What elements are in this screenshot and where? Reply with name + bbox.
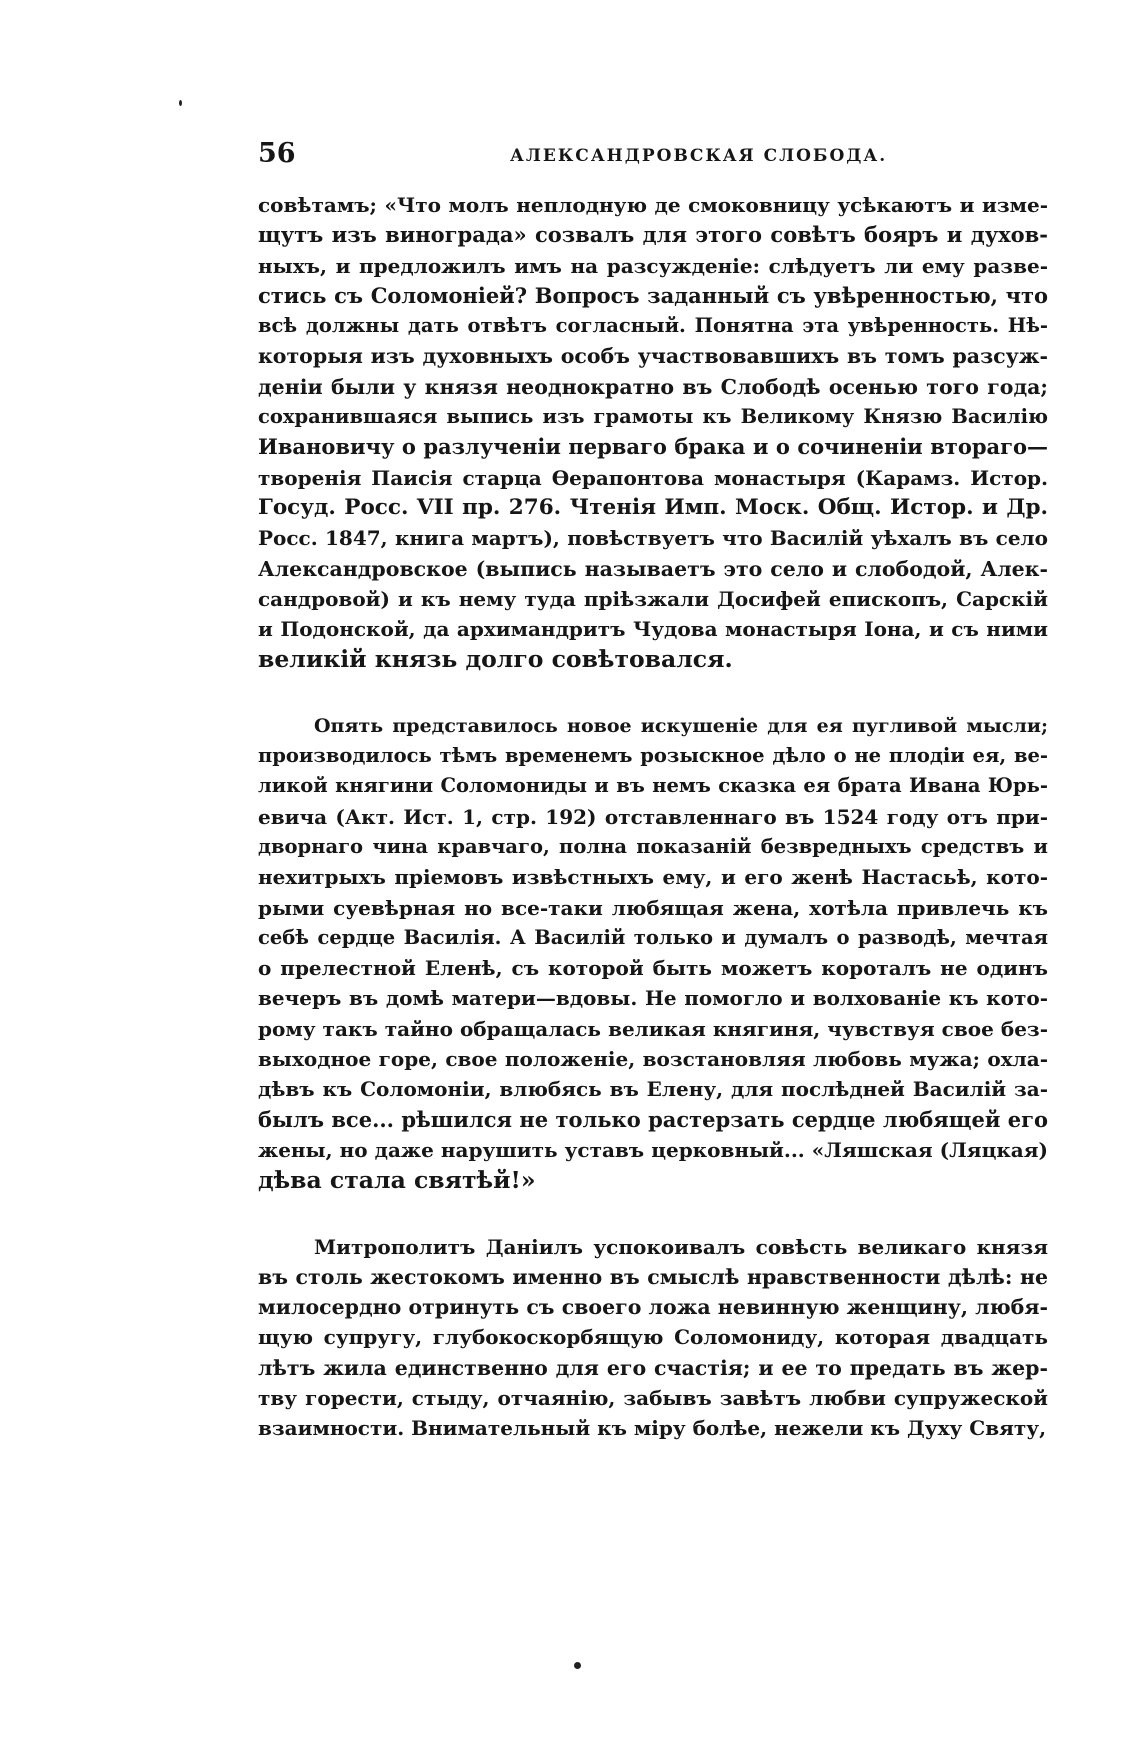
text-line: ныхъ, и предложилъ имъ на разсужденіе: слѣдуетъ ли ему разве- bbox=[258, 253, 1048, 278]
text-line: Опять представилось новое искушеніе для ея пугливой мысли; bbox=[314, 714, 1048, 737]
text-line: рыми суевѣрная но все-таки любящая жена, хотѣла привлечь къ bbox=[258, 895, 1048, 920]
text-line: лѣтъ жила единственно для его счастія; и ее то предать въ жер- bbox=[258, 1355, 1048, 1380]
paragraph bbox=[258, 711, 1048, 1196]
text-line: Ивановичу о разлученіи перваго брака и о сочиненіи втораго— bbox=[258, 434, 1048, 460]
text-line: взаимности. Внимательный къ міру болѣе, нежели къ Духу Святу, bbox=[258, 1416, 1047, 1441]
page-number: 56 bbox=[258, 138, 296, 169]
text-line: творенія Паисія старца Ѳерапонтова монастыря (Карамз. Истор. bbox=[258, 465, 1048, 490]
scan-speck bbox=[574, 1662, 581, 1669]
text-line: щую супругу, глубокоскорбящую Соломониду, которая двадцать bbox=[258, 1325, 1048, 1350]
text-line: и Подонской, да архимандритъ Чудова монастыря Іона, и съ ними bbox=[258, 617, 1048, 642]
text-line: великій князь долго совѣтовался. bbox=[258, 645, 733, 674]
text-line: дѣвъ къ Соломоніи, влюбясь въ Елену, для послѣдней Василій за- bbox=[258, 1077, 1048, 1102]
text-line: рому такъ тайно обращалась великая княгиня, чувствуя свое без- bbox=[258, 1016, 1048, 1041]
text-line: себѣ сердце Василія. А Василій только и думалъ о разводѣ, мечтая bbox=[258, 925, 1048, 949]
text-line: выходное горе, свое положеніе, возстановляя любовь мужа; охла- bbox=[258, 1047, 1048, 1072]
text-line: былъ все... рѣшился не только растерзать сердце любящей его bbox=[258, 1106, 1048, 1132]
text-line: евича (Акт. Ист. 1, стр. 192) отставленнаго въ 1524 году отъ при- bbox=[258, 804, 1048, 829]
text-line: тву горести, стыду, отчаянію, забывъ завѣтъ любви супружеской bbox=[258, 1385, 1048, 1410]
text-line: Митрополитъ Даніилъ успокоивалъ совѣсть великаго князя bbox=[314, 1234, 1048, 1259]
text-line: нехитрыхъ пріемовъ извѣстныхъ ему, и его женѣ Настасьѣ, кото- bbox=[258, 865, 1048, 890]
text-line: жены, но даже нарушить уставъ церковный... «Ляшская (Ляцкая) bbox=[258, 1137, 1048, 1162]
text-line: милосердно отринуть съ своего ложа невинную женщину, любя- bbox=[258, 1295, 1048, 1320]
text-line: ликой княгини Соломониды и въ немъ сказка ея брата Ивана Юрь- bbox=[258, 774, 1048, 798]
paragraph bbox=[258, 190, 1048, 675]
text-line: Госуд. Росс. VII пр. 276. Чтенія Имп. Моск. Общ. Истор. и Др. bbox=[258, 494, 1048, 520]
text-line: сохранившаяся выпись изъ грамоты къ Великому Князю Василію bbox=[258, 405, 1048, 429]
text-line: сандровой) и къ нему туда пріѣзжали Досифей епископъ, Сарскій bbox=[258, 586, 1048, 611]
text-line: Александровское (выпись называетъ это село и слободой, Алек- bbox=[258, 556, 1048, 581]
paragraph bbox=[258, 1232, 1048, 1444]
text-line: въ столь жестокомъ именно въ смыслѣ нравственности дѣлѣ: не bbox=[258, 1264, 1048, 1289]
text-line: деніи были у князя неоднократно въ Слободѣ осенью того года; bbox=[258, 374, 1048, 399]
text-line: совѣтамъ; «Что молъ неплодную де смоковницу усѣкаютъ и изме- bbox=[258, 193, 1048, 217]
text-line: о прелестной Еленѣ, съ которой быть можетъ короталъ не одинъ bbox=[258, 956, 1048, 981]
text-line: дѣва стала святѣй!» bbox=[258, 1166, 536, 1195]
text-block bbox=[258, 190, 1048, 1444]
text-line: которыя изъ духовныхъ особъ участвовавшихъ въ томъ разсуж- bbox=[258, 344, 1048, 369]
text-line: стись съ Соломоніей? Вопросъ заданный съ увѣренностью, что bbox=[258, 282, 1048, 308]
text-line: Росс. 1847, книга мартъ), повѣствуетъ что Василій уѣхалъ въ село bbox=[258, 526, 1048, 551]
text-line: производилось тѣмъ временемъ розыскное дѣло о не плодіи ея, ве- bbox=[258, 744, 1048, 768]
text-line: дворнаго чина кравчаго, полна показаній безвредныхъ средствъ и bbox=[258, 834, 1048, 858]
running-head: АЛЕКСАНДРОВСКАЯ СЛОБОДА. bbox=[510, 146, 888, 166]
text-line: всѣ должны дать отвѣтъ согласный. Понятна эта увѣренность. Нѣ- bbox=[258, 314, 1048, 338]
text-line: щутъ изъ винограда» созвалъ для этого совѣтъ бояръ и духов- bbox=[258, 222, 1048, 248]
text-line: вечеръ въ домѣ матери—вдовы. Не помогло и волхованіе къ кото- bbox=[258, 986, 1048, 1011]
scan-speck bbox=[179, 100, 182, 106]
